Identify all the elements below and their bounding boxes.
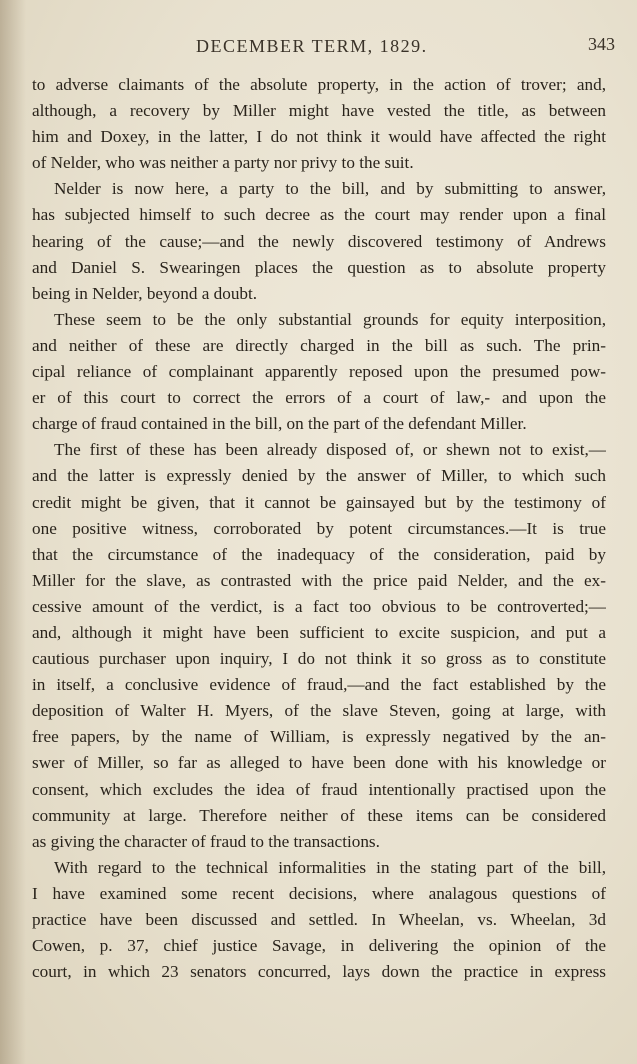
text-line: that the circumstance of the inadequacy of the consideration, paid by xyxy=(32,544,606,564)
text-line: him and Doxey, in the latter, I do not think it would have affected the right xyxy=(32,127,606,147)
text-line: to adverse claimants of the absolute property, in the action of trover; and, xyxy=(32,75,606,94)
text-line: These seem to be the only substantial grounds for equity interposition, xyxy=(54,309,606,329)
text-line: cautious purchaser upon inquiry, I do not think it so gross as to constitute xyxy=(32,649,606,669)
text-line: has subjected himself to such decree as the court may render upon a final xyxy=(32,205,606,225)
page-number: 343 xyxy=(588,34,615,54)
text-line: swer of Miller, so far as alleged to have been done with his knowledge or xyxy=(32,753,606,773)
page-header xyxy=(0,36,637,60)
text-line: cipal reliance of complainant apparently reposed upon the presumed pow- xyxy=(32,362,606,382)
body-text xyxy=(32,72,606,985)
text-line: and Daniel S. Swearingen places the question as to absolute property xyxy=(32,257,606,277)
text-line: The first of these has been already disposed of, or shewn not to exist,— xyxy=(54,440,606,460)
text-line: hearing of the cause;—and the newly discovered testimony of Andrews xyxy=(32,231,606,251)
text-line: charge of fraud contained in the bill, on the part of the defendant Miller. xyxy=(32,414,527,434)
text-line: cessive amount of the verdict, is a fact too obvious to be controverted;— xyxy=(32,596,606,616)
running-head: DECEMBER TERM, 1829. xyxy=(196,36,428,56)
text-line: in itself, a conclusive evidence of fraud,—and the fact established by the xyxy=(32,675,606,695)
page-gutter-shadow xyxy=(0,0,26,1064)
text-line: With regard to the technical informalities in the stating part of the bill, xyxy=(54,857,606,877)
text-line: I have examined some recent decisions, where analagous questions of xyxy=(32,883,606,903)
text-line: and, although it might have been sufficient to excite suspicion, and put a xyxy=(32,622,606,642)
text-line: although, a recovery by Miller might have vested the title, as between xyxy=(32,101,606,121)
text-line: consent, which excludes the idea of fraud intentionally practised upon the xyxy=(32,779,606,799)
text-line: deposition of Walter H. Myers, of the slave Steven, going at large, with xyxy=(32,701,606,721)
text-line: of Nelder, who was neither a party nor privy to the suit. xyxy=(32,153,414,173)
text-line: and the latter is expressly denied by the answer of Miller, to which such xyxy=(32,466,606,486)
text-line: as giving the character of fraud to the transactions. xyxy=(32,831,380,851)
text-line: practice have been discussed and settled. In Wheelan, vs. Wheelan, 3d xyxy=(32,910,606,929)
text-line: court, in which 23 senators concurred, lays down the practice in express xyxy=(32,962,606,982)
text-line: one positive witness, corroborated by potent circumstances.—It is true xyxy=(32,518,606,538)
text-line: Miller for the slave, as contrasted with the price paid Nelder, and the ex- xyxy=(32,570,606,590)
text-line: free papers, by the name of William, is expressly negatived by the an- xyxy=(32,727,606,747)
text-line: and neither of these are directly charged in the bill as such. The prin- xyxy=(32,335,606,355)
text-line: er of this court to correct the errors of a court of law,- and upon the xyxy=(32,388,606,408)
text-line: being in Nelder, beyond a doubt. xyxy=(32,283,258,303)
text-line: credit might be given, that it cannot be gainsayed but by the testimony of xyxy=(32,492,606,512)
text-line: community at large. Therefore neither of these items can be considered xyxy=(32,805,606,825)
text-line: Cowen, p. 37, chief justice Savage, in delivering the opinion of the xyxy=(32,936,606,956)
text-line: Nelder is now here, a party to the bill, and by submitting to answer, xyxy=(54,179,606,199)
